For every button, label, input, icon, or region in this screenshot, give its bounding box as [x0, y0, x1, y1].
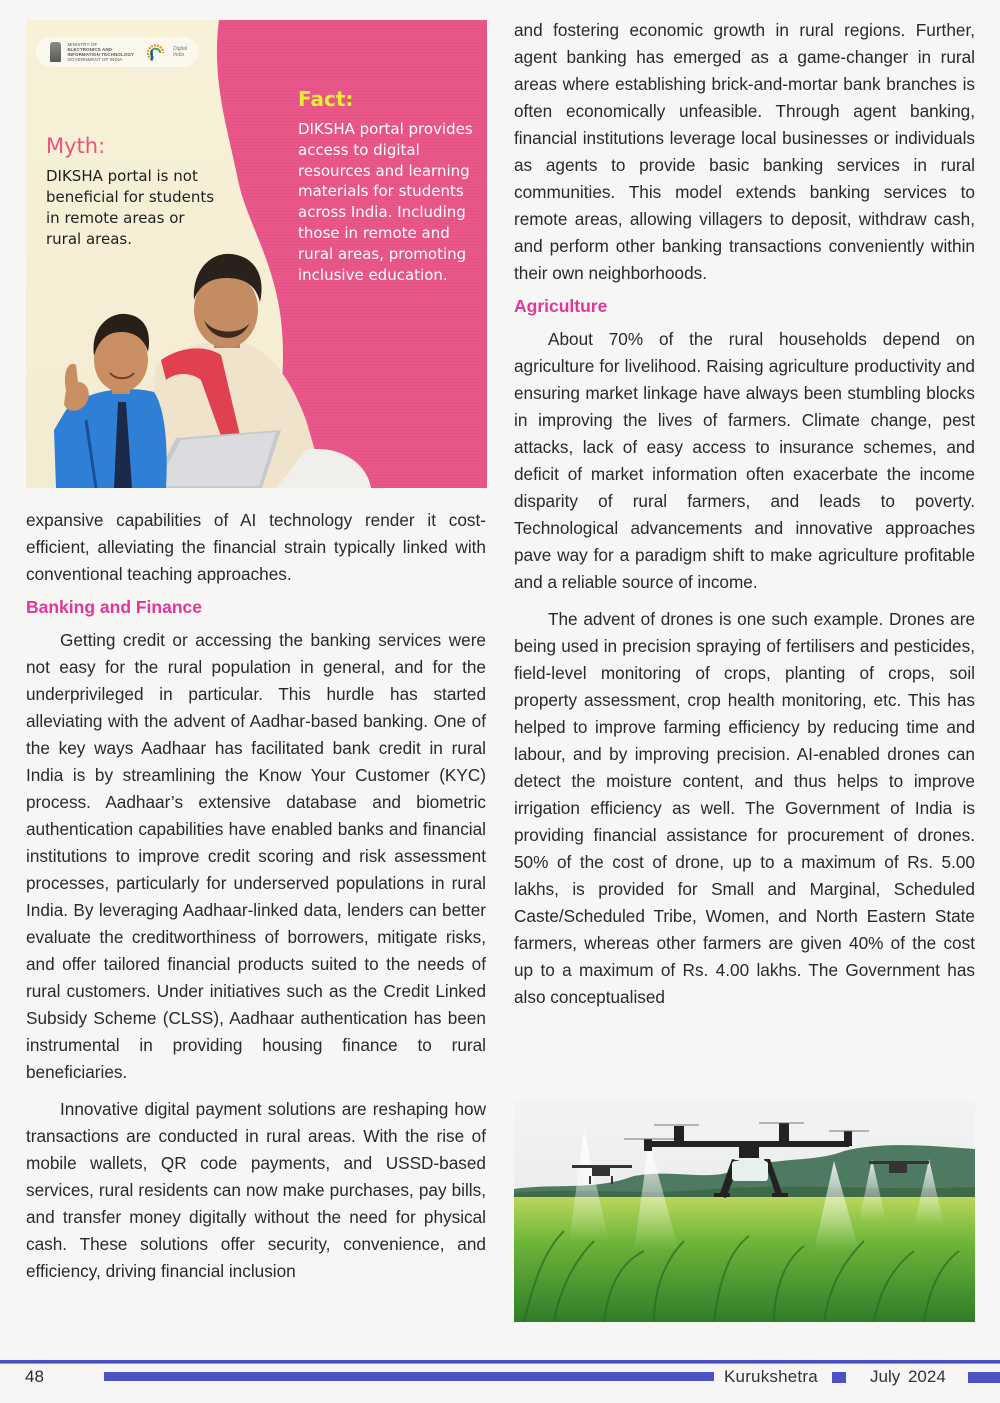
issue-date: July 2024	[870, 1367, 946, 1386]
digital-india-text: Digital India	[173, 46, 188, 58]
heading-agriculture: Agriculture	[514, 296, 608, 316]
page-number: 48	[25, 1367, 44, 1386]
paragraph-agent-banking: and fostering economic growth in rural regions. Further, agent banking has emerged as a game-changer in rural areas where establishing brick-and-mortar bank branches is often economically unfeasible. Through agent banking, financial institutions leverage local businesses or individuals as agents to provide basic banking services in rural communities. This model extends banking services to remote areas, allowing villagers to deposit, withdraw cash, and perform other banking transactions conveniently within their own neighborhoods.	[514, 20, 975, 283]
myth-fact-infographic	[26, 20, 487, 488]
footer-accent-bar	[104, 1372, 714, 1381]
paragraph-drones: The advent of drones is one such example. Drones are being used in precision spraying of fertilisers and pesticides, field-level monitoring of crops, planting of crops, soil property assessment, crop health monitoring, etc. This has helped to improve farming efficiency by reducing time and labour, and by improving precision. AI-enabled drones can detect the moisture content, and thus helps to improve irrigation efficiency as well. The Government of India is providing financial assistance for procurement of drones. 50% of the cost of drone, up to a maximum of Rs. 5.00 lakhs, is provided for Small and Marginal, Scheduled Caste/Scheduled Tribe, Women, and North Eastern State farmers, whereas other farmers are given 40% of the cost up to a maximum of Rs. 4.00 lakhs. The Government has also conceptualised	[514, 609, 975, 1007]
fact-label: Fact:	[298, 87, 354, 111]
ministry-line-1: MINISTRY OF	[67, 42, 98, 47]
paragraph-banking-credit: Getting credit or accessing the banking services were not easy for the rural population in general, and for the underprivileged in particular. This hurdle has started alleviating with the advent of Aadhar-based banking. One of the key ways Aadhaar has facilitated bank credit in rural India is by streamlining the Know Your Customer (KYC) process. Aadhaar’s extensive database and biometric authentication capabilities have enabled banks and financial institutions to improve credit scoring and risk assessment processes, particularly for underserved populations in rural India. By leveraging Aadhaar-linked data, lenders can better evaluate the creditworthiness of borrowers, mitigate risks, and offer tailored financial products suited to the needs of rural customers. Under initiatives such as the Credit Linked Subsidy Scheme (CLSS), Aadhaar authentication has been instrumental in providing housing finance to rural beneficiaries.	[26, 630, 486, 1082]
myth-text: DIKSHA portal is not beneficial for students in remote areas or rural areas.	[46, 167, 215, 248]
ministry-line-2: ELECTRONICS AND	[67, 47, 113, 52]
footer-end-bar	[968, 1372, 1000, 1383]
ministry-line-4: GOVERNMENT OF INDIA	[67, 57, 123, 62]
ministry-line-3: INFORMATION TECHNOLOGY	[67, 52, 135, 57]
paragraph-ai-continued: expansive capabilities of AI technology render it cost-efficient, alleviating the financial strain typically linked with conventional teaching approaches.	[26, 510, 486, 584]
footer-rule	[0, 1360, 1000, 1364]
fact-text: DIKSHA portal provides access to digital resources and learning materials for students across India. Including those in remote and rural areas, promoting inclusive education.	[298, 120, 473, 284]
paragraph-digital-payments: Innovative digital payment solutions are reshaping how transactions are conducted in rural areas. With the rise of mobile wallets, QR code payments, and USSD-based services, rural residents can now make purchases, pay bills, and transfer money digitally without the need for physical cash. These solutions offer security, convenience, and efficiency, driving financial inclusion	[26, 1099, 486, 1281]
left-text-column	[26, 507, 486, 1285]
heading-banking-and-finance: Banking and Finance	[26, 597, 202, 617]
agricultural-drones-photo	[514, 1101, 975, 1322]
paragraph-agriculture-livelihood: About 70% of the rural households depend on agriculture for livelihood. Raising agriculture productivity and ensuring market linkage have always been stumbling blocks in improving the lives of farmers. Climate change, pest attacks, lack of easy access to insurance schemes, and deficit of market information often exacerbate the income disparity of rural farmers, and leads to poverty. Technological advancements and innovative approaches pave way for a paradigm shift to make agriculture profitable and a reliable source of income.	[514, 329, 975, 592]
magazine-name: Kurukshetra	[724, 1367, 818, 1386]
boy-and-man-with-laptop-photo	[26, 20, 487, 488]
myth-label: Myth:	[46, 134, 106, 158]
footer-square-separator	[832, 1372, 846, 1383]
right-text-column	[514, 17, 975, 1011]
